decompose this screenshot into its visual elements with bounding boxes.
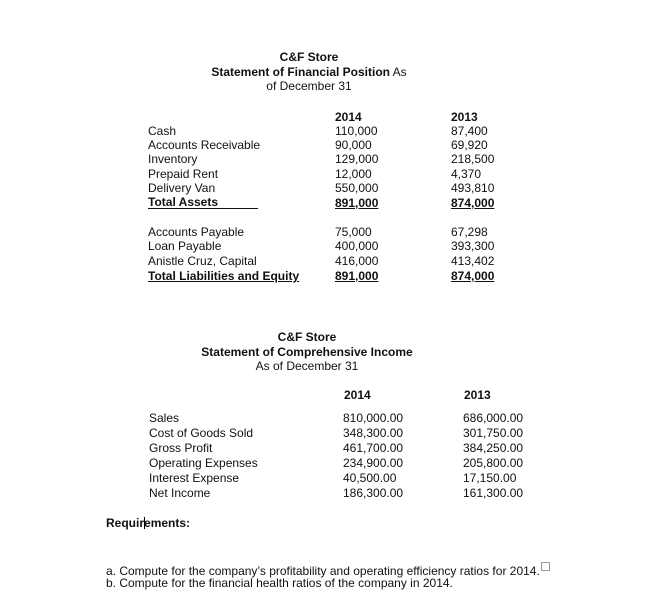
liability-label: Loan Payable	[148, 239, 222, 253]
total-assets-label: Total Assets	[148, 196, 258, 209]
year-2013-header: 2013	[464, 388, 491, 402]
statement-title-bold: Statement of Financial Position	[211, 65, 390, 79]
income-value-2014: 186,300.00	[343, 486, 404, 500]
asset-value-2014: 110,000	[335, 124, 378, 138]
total-liabilities-label: Total Liabilities and Equity	[148, 269, 300, 283]
income-value-2013: 384,250.00	[463, 441, 524, 455]
liability-value-2013: 413,402	[451, 254, 495, 268]
income-row-label: Operating Expenses	[149, 456, 258, 470]
company-name: C&F Store	[279, 50, 339, 64]
asset-label: Accounts Receivable	[148, 138, 261, 152]
year-2014-header: 2014	[335, 110, 362, 124]
asset-value-2014: 90,000	[335, 138, 372, 152]
asset-value-2013: 493,810	[451, 181, 495, 195]
asset-label: Cash	[148, 124, 177, 138]
income-value-2014: 40,500.00	[343, 471, 397, 485]
statement-subtitle: As of December 31	[255, 359, 359, 373]
year-2014-header: 2014	[344, 388, 371, 402]
checkbox-icon	[541, 562, 550, 571]
asset-value-2013: 69,920	[451, 138, 488, 152]
asset-value-2014: 12,000	[335, 167, 372, 181]
asset-value-2013: 4,370	[451, 167, 482, 181]
year-2013-header: 2013	[451, 110, 478, 124]
income-value-2013: 205,800.00	[463, 456, 524, 470]
liability-value-2013: 67,298	[451, 225, 488, 239]
statement-title	[159, 65, 459, 79]
income-value-2013: 17,150.00	[463, 471, 517, 485]
income-value-2014: 348,300.00	[343, 426, 404, 440]
income-value-2014: 810,000.00	[343, 411, 404, 425]
asset-label: Delivery Van	[148, 181, 216, 195]
asset-value-2013: 218,500	[451, 152, 495, 166]
asset-label: Prepaid Rent	[148, 167, 219, 181]
statement-title-rest: As	[390, 65, 407, 79]
income-value-2014: 461,700.00	[343, 441, 404, 455]
liability-value-2014: 75,000	[335, 225, 372, 239]
total-assets-2014: 891,000	[335, 196, 379, 210]
requirements-heading: Requirements:	[106, 516, 191, 530]
income-row-label: Gross Profit	[149, 441, 213, 455]
income-value-2013: 301,750.00	[463, 426, 524, 440]
income-row-label: Net Income	[149, 486, 211, 500]
requirement-b: b. Compute for the financial health ratios of the company in 2014.	[106, 576, 453, 590]
liability-label: Accounts Payable	[148, 225, 245, 239]
asset-value-2014: 550,000	[335, 181, 379, 195]
liability-value-2014: 400,000	[335, 239, 379, 253]
statement-subtitle: of December 31	[266, 79, 352, 93]
income-value-2013: 686,000.00	[463, 411, 524, 425]
income-row-label: Interest Expense	[149, 471, 240, 485]
asset-label: Inventory	[148, 152, 198, 166]
statement-title: Statement of Comprehensive Income	[201, 345, 413, 359]
total-assets-2013: 874,000	[451, 196, 495, 210]
liability-label: Anistle Cruz, Capital	[148, 254, 257, 268]
income-row-label: Sales	[149, 411, 180, 425]
total-liabilities-2014: 891,000	[335, 269, 379, 283]
requirement-a: a. Compute for the company’s profitability and operating efficiency ratios for 2014.	[106, 562, 550, 578]
asset-value-2013: 87,400	[451, 124, 488, 138]
asset-value-2014: 129,000	[335, 152, 379, 166]
income-value-2013: 161,300.00	[463, 486, 524, 500]
income-value-2014: 234,900.00	[343, 456, 404, 470]
liability-value-2014: 416,000	[335, 254, 379, 268]
income-row-label: Cost of Goods Sold	[149, 426, 254, 440]
company-name: C&F Store	[277, 330, 337, 344]
liability-value-2013: 393,300	[451, 239, 495, 253]
total-liabilities-2013: 874,000	[451, 269, 495, 283]
